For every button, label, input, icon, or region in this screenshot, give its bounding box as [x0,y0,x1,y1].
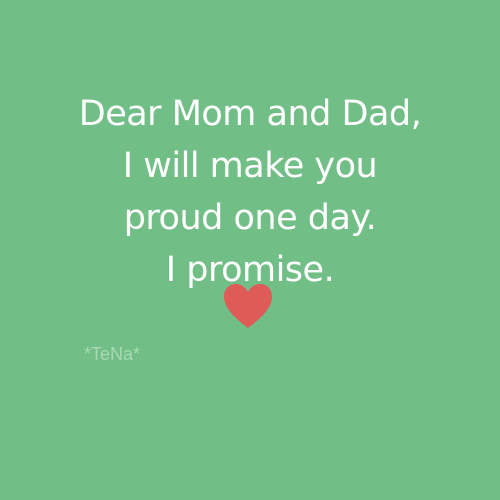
quote-line-3: proud one day. [123,198,377,238]
quote-text [0,88,500,296]
quote-line-4: I promise. [165,250,335,290]
quote-line-2: I will make you [122,146,378,186]
signature: *TeNa* [84,344,141,364]
heart-icon [222,282,274,330]
quote-line-1: Dear Mom and Dad, [78,94,422,134]
